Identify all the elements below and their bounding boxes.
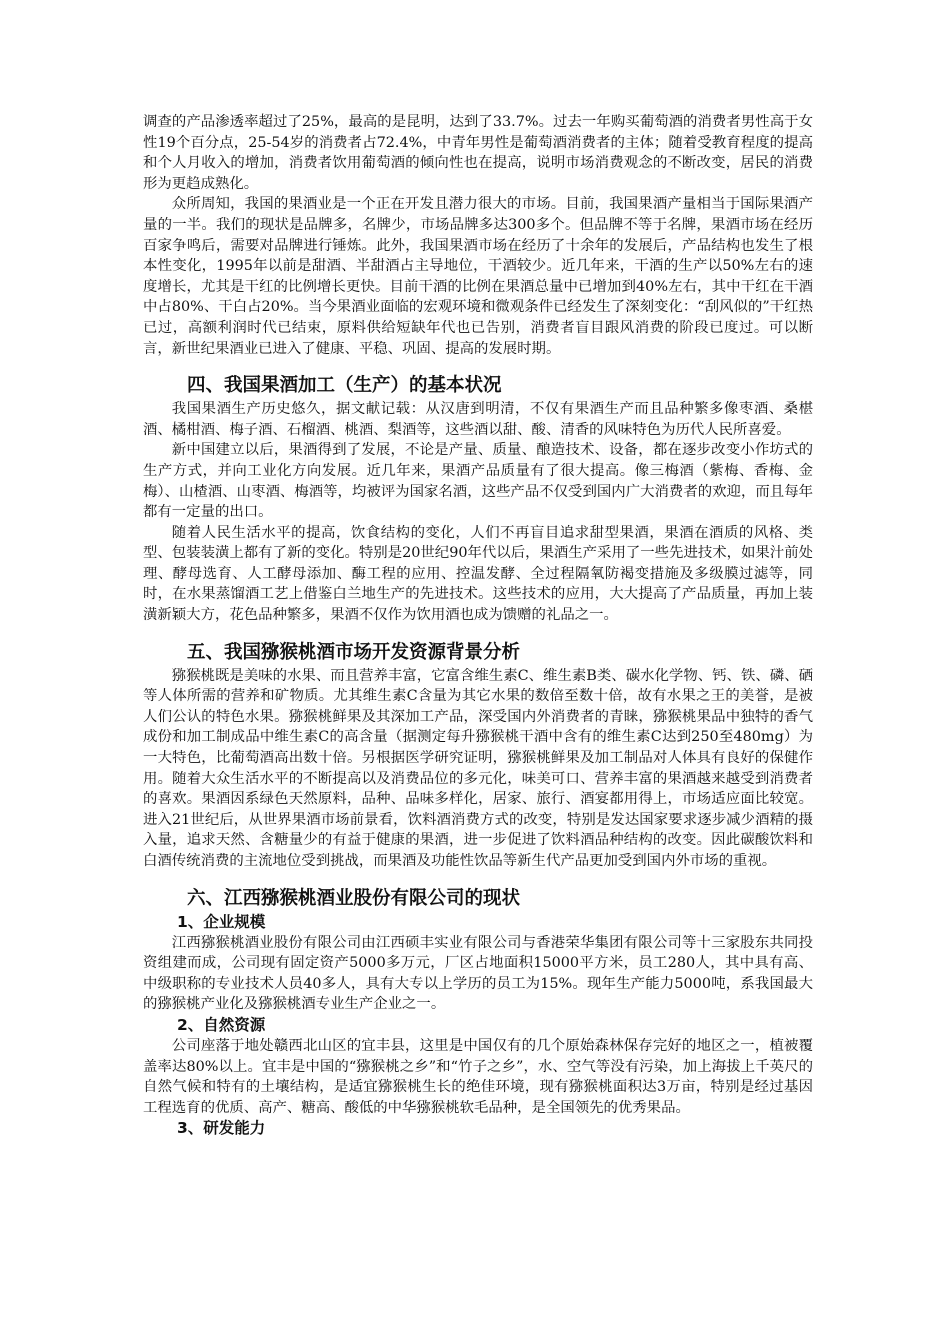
subsection-2-heading: 2、自然资源 [177, 1015, 266, 1034]
subsection-1-heading: 1、企业规模 [177, 912, 266, 931]
section-5-paragraph-1: 猕猴桃既是美味的水果、而且营养丰富，它富含维生素C、维生素B类、碳水化学物、钙、铁、磷、硒等人体所需的营养和矿物质。尤其维生素C含量为其它水果的数倍至数十倍，故有水果之王的美誉，是被人们公认的特色水果。猕猴桃鲜果及其深加工产品，深受国内外消费者的青睐，猕猴桃果品中独特的香气成份和加工制成品中维生素C的高含量（据测定每升猕猴桃干酒中含有的维生素C达到250至480mg）为一大特色，比葡萄酒高出数十倍。另根据医学研究证明，猕猴桃鲜果及加工制品对人体具有良好的保健作用。随着大众生活水平的不断提高以及消费品位的多元化，味美可口、营养丰富的果酒越来越受到消费者的喜欢。果酒因系绿色天然原料，品种、品味多样化，居家、旅行、酒宴都用得上，市场适应面比较宽。进入21世纪后，从世界果酒市场前景看，饮料酒消费方式的改变，特别是发达国家要求逐步减少酒精的摄入量，追求天然、含糖量少的有益于健康的果酒，进一步促进了饮料酒品种结构的改变。因此碳酸饮料和白酒传统消费的主流地位受到挑战，而果酒及功能性饮品等新生代产品更加受到国内外市场的重视。 [143, 667, 813, 869]
section-4-paragraph-3: 随着人民生活水平的提高，饮食结构的变化，人们不再盲目追求甜型果酒，果酒在酒质的风格、类型、包装装潢上都有了新的变化。特别是20世纪90年代以后，果酒生产采用了一些先进技术，如果汁前处理、酵母选育、人工酵母添加、酶工程的应用、控温发酵、全过程隔氧防褐变措施及多级膜过滤等，同时，在水果蒸馏酒工艺上借鉴白兰地生产的先进技术。这些技术的应用，大大提高了产品质量，再加上装潢新颖大方，花色品种繁多，果酒不仅作为饮用酒也成为馈赠的礼品之一。 [143, 524, 813, 624]
section-6-heading: 六、江西猕猴桃酒业股份有限公司的现状 [187, 887, 521, 909]
subsection-2-paragraph: 公司座落于地处赣西北山区的宜丰县，这里是中国仅有的几个原始森林保存完好的地区之一，植被覆盖率达80%以上。宜丰是中国的“猕猴桃之乡”和“竹子之乡”，水、空气等没有污染，加上海拔上千英尺的自然气候和特有的土壤结构，是适宜猕猴桃生长的绝佳环境，现有猕猴桃面积达3万亩，特别是经过基因工程选育的优质、高产、糖高、酸低的中华猕猴桃软毛品种，是全国领先的优秀果品。 [143, 1037, 813, 1116]
document-page [143, 112, 813, 1139]
subsection-3-heading: 3、研发能力 [177, 1119, 266, 1138]
section-4-paragraph-1: 我国果酒生产历史悠久，据文献记载：从汉唐到明清，不仅有果酒生产而且品种繁多像枣酒、桑椹酒、橘柑酒、梅子酒、石榴酒、桃酒、梨酒等，这些酒以甜、酸、清香的风味特色为历代人民所喜爱。 [143, 401, 813, 438]
section-4-heading: 四、我国果酒加工（生产）的基本状况 [187, 375, 502, 397]
section-5-heading: 五、我国猕猴桃酒市场开发资源背景分析 [187, 641, 521, 663]
section-4-paragraph-2: 新中国建立以后，果酒得到了发展，不论是产量、质量、酿造技术、设备，都在逐步改变小作坊式的生产方式，并向工业化方向发展。近几年来，果酒产品质量有了很大提高。像三梅酒（紫梅、香梅、金梅）、山楂酒、山枣酒、梅酒等，均被评为国家名酒，这些产品不仅受到国内广大消费者的欢迎，而且每年都有一定量的出口。 [143, 442, 813, 521]
intro-paragraph-1: 调查的产品渗透率超过了25%，最高的是昆明，达到了33.7%。过去一年购买葡萄酒的消费者男性高于女性19个百分点，25-54岁的消费者占72.4%，中青年男性是葡萄酒消费者的主体；随着受教育程度的提高和个人月收入的增加，消费者饮用葡萄酒的倾向性也在提高，说明市场消费观念的不断改变，居民的消费形为更趋成熟化。 [143, 114, 813, 192]
intro-paragraph-2: 众所周知，我国的果酒业是一个正在开发且潜力很大的市场。目前，我国果酒产量相当于国际果酒产量的一半。我们的现状是品牌多，名牌少，市场品牌多达300多个。但品牌不等于名牌，果酒市场在经历百家争鸣后，需要对品牌进行锤炼。此外，我国果酒市场在经历了十余年的发展后，产品结构也发生了根本性变化，1995年以前是甜酒、半甜酒占主导地位，干酒较少。近几年来，干酒的生产以50%左右的速度增长，尤其是干红的比例增长更快。目前干酒的比例在果酒总量中已增加到40%左右，其中干红在干酒中占80%、干白占20%。当今果酒业面临的宏观环境和微观条件已经发生了深刻变化：“刮风似的”干红热已过，高额利润时代已结束，原料供给短缺年代也已告别，消费者盲目跟风消费的阶段已度过。可以断言，新世纪果酒业已进入了健康、平稳、巩固、提高的发展时期。 [143, 196, 813, 357]
subsection-1-paragraph: 江西猕猴桃酒业股份有限公司由江西硕丰实业有限公司与香港荣华集团有限公司等十三家股东共同投资组建而成，公司现有固定资产5000多万元，厂区占地面积15000平方米，员工280人，其中具有高、中级职称的专业技术人员40多人，具有大专以上学历的员工为15%。现年生产能力5000吨，系我国最大的猕猴桃产业化及猕猴桃酒专业生产企业之一。 [143, 934, 813, 1013]
